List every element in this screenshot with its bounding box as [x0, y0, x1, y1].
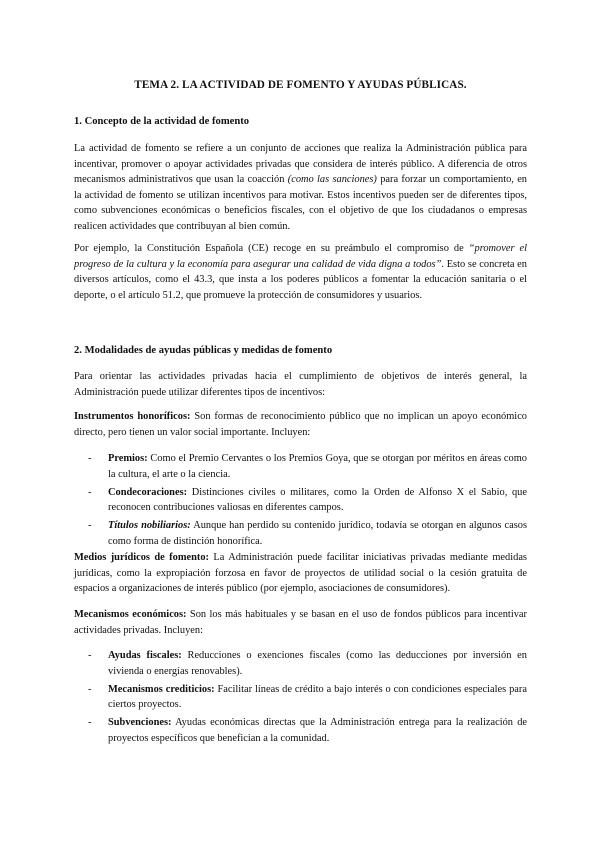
honorificos-list [88, 451, 527, 552]
p1-italic: (como las sanciones) [287, 174, 377, 186]
list-item-premios [88, 451, 527, 482]
list-item-ayudas-fiscales [88, 648, 527, 679]
dash: - [88, 486, 92, 498]
economicos-paragraph [74, 607, 527, 638]
section-1-paragraph-1 [74, 141, 527, 235]
juridicos-text: La Administración puede facilitar iniciativas privadas mediante medidas jurídicas, como la expropiación forzosa en favor de proyectos de utilidad social o la cesión gratuita de espacios a organizaciones de interés público (por ejemplo, asociaciones de consumidores). [74, 552, 527, 595]
honorificos-text: Son formas de reconocimiento público que no implican un apoyo económico directo, pero tienen un valor social importante. Incluyen: [74, 411, 527, 438]
list-item-text: Distinciones civiles o militares, como la Orden de Alfonso X el Sabio, que reconocen contribuciones valiosas en diferentes campos. [108, 486, 527, 514]
juridicos-paragraph [74, 550, 527, 597]
list-item-label: Premios: [108, 453, 148, 464]
list-item-subvenciones [88, 715, 527, 746]
dash: - [88, 650, 92, 661]
list-item-label: Condecoraciones: [108, 486, 188, 498]
dash: - [88, 717, 92, 729]
list-item-text: Reducciones o exenciones fiscales (como las deducciones por inversión en vivienda o energías renovables). [108, 650, 527, 677]
dash: - [88, 520, 92, 532]
honorificos-label: Instrumentos honoríficos: [74, 411, 191, 422]
section-2-heading: 2. Modalidades de ayudas públicas y medidas de fomento [74, 345, 333, 356]
section-2-intro: Para orientar las actividades privadas hacia el cumplimiento de objetivos de interés general, la Administración puede utilizar diferentes tipos de incentivos: [74, 371, 527, 398]
juridicos-label: Medios jurídicos de fomento: [74, 552, 209, 563]
list-item-label: Ayudas fiscales: [108, 650, 182, 661]
list-item-label: Títulos nobiliarios: [108, 520, 191, 532]
list-item-text: Aunque han perdido su contenido jurídico, todavía se otorgan en algunos casos como forma de distinción honorífica. [108, 520, 527, 547]
list-item-text: Ayudas económicas directas que la Administración entrega para la realización de proyectos específicos que benefician a la comunidad. [108, 717, 527, 744]
honorificos-paragraph [74, 409, 527, 440]
economicos-list [88, 648, 527, 749]
list-item-text: Facilitar líneas de crédito a bajo interés o con condiciones especiales para ciertos proyectos. [108, 683, 527, 711]
list-item-text: Como el Premio Cervantes o los Premios Goya, que se otorgan por méritos en áreas como la cultura, el arte o la ciencia. [108, 453, 527, 480]
economicos-text: Son los más habituales y se basan en el uso de fondos públicos para incentivar actividades privadas. Incluyen: [74, 609, 527, 636]
dash: - [88, 683, 92, 695]
list-item-label: Mecanismos crediticios: [108, 683, 215, 695]
section-1-paragraph-2 [74, 241, 527, 303]
p2-text-a: Por ejemplo, la Constitución Española (CE) recoge en su preámbulo el compromiso de [74, 243, 469, 254]
list-item-crediticios [88, 682, 527, 713]
p1-text-a: La actividad de fomento se refiere a un conjunto de acciones que realiza la Administración pública para incentivar, promover o apoyar actividades privadas que considera de interés público. A diferencia de otros mecanismos administrativos que usan la coacción [74, 143, 527, 186]
list-item-label: Subvenciones: [108, 717, 172, 729]
p2-text-b: . Esto se concreta en diversos artículos, como el 43.3, que insta a los poderes públicos a fomentar la educación sanitaria o el deporte, o el artículo 51.2, que promueve la protección de consumidores y usuarios. [74, 258, 527, 301]
p1-text-b: para forzar un comportamiento, en la actividad de fomento se utilizan incentivos para motivar. Estos incentivos pueden ser de diferentes tipos, como subvenciones económicas o beneficios fiscales, con el objetivo de que los ciudadanos o empresas realicen actividades que contribuyan al bien común. [74, 174, 528, 232]
dash: - [88, 453, 92, 464]
section-1-heading: 1. Concepto de la actividad de fomento [74, 116, 250, 127]
list-item-condecoraciones [88, 485, 527, 516]
economicos-label: Mecanismos económicos: [74, 609, 187, 620]
list-item-titulos [88, 518, 527, 549]
document-title: TEMA 2. LA ACTIVIDAD DE FOMENTO Y AYUDAS PÚBLICAS. [134, 79, 467, 91]
p2-quote: “promover el progreso de la cultura y la economía para asegurar una calidad de vida digna a todos” [74, 243, 528, 270]
